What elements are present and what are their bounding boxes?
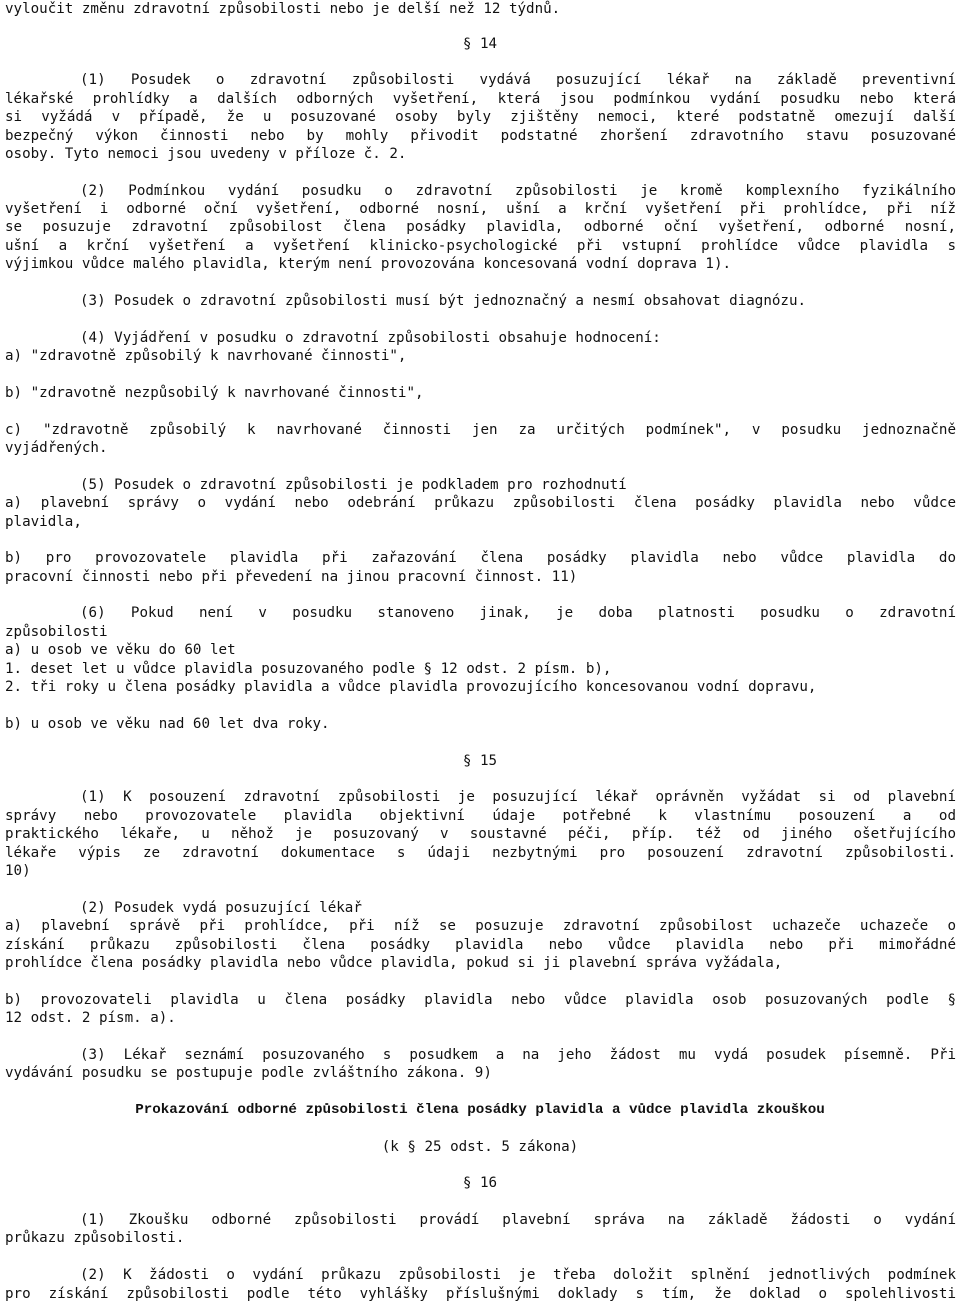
text-line: (6) Pokud není v posudku stanoveno jinak, je doba platnosti posudku o zdravotní (80, 605, 956, 621)
text-line: výjimkou vůdce malého plavidla, kterým není provozována koncesovaná vodní doprava 1). (5, 256, 732, 272)
paragraph-heading: § 15 (462, 753, 498, 769)
text-line: a) "zdravotně způsobilý k navrhované činnosti", (5, 348, 407, 364)
text-line: 10) (5, 863, 31, 879)
text-line: pracovní činnosti nebo při převedení na jinou pracovní činnost. 11) (5, 569, 578, 585)
text-line: (4) Vyjádření v posudku o zdravotní způsobilosti obsahuje hodnocení: (80, 330, 661, 346)
text-line: lékaře výpis ze zdravotní dokumentace s údaji nezbytnými pro posouzení zdravotní způsobilosti. (5, 845, 956, 861)
text-line: vyloučit změnu zdravotní způsobilosti nebo je delší než 12 týdnů. (5, 1, 561, 17)
text-line: (2) K žádosti o vydání průkazu způsobilosti je třeba doložit splnění jednotlivých podmínek (80, 1267, 956, 1283)
text-line: (2) Posudek vydá posuzující lékař (80, 900, 362, 916)
text-line: vyjádřených. (5, 440, 108, 456)
text-line: se posuzuje zdravotní způsobilost člena posádky plavidla, odborné oční vyšetření, odborné nosní, (5, 219, 956, 235)
text-line: (3) Posudek o zdravotní způsobilosti musí být jednoznačný a nesmí obsahovat diagnózu. (80, 293, 807, 309)
text-line: b) pro provozovatele plavidla při zařazování člena posádky plavidla nebo vůdce plavidla do (5, 550, 956, 566)
text-line: si vyžádá v případě, že u posuzované osoby byly zjištěny nemoci, které podstatně omezují další (5, 109, 956, 125)
text-line: 1. deset let u vůdce plavidla posuzovaného podle § 12 odst. 2 písm. b), (5, 661, 612, 677)
text-line: 2. tři roky u člena posádky plavidla a vůdce plavidla provozujícího koncesovanou vodní dopravu, (5, 679, 817, 695)
text-line: vyšetření i odborné oční vyšetření, odborné nosní, ušní a krční vyšetření při prohlídce, při níž (5, 201, 956, 217)
text-line: průkazu způsobilosti. (5, 1230, 185, 1246)
text-line: (3) Lékař seznámí posuzovaného s posudkem a na jeho žádost mu vydá posudek písemně. Při (80, 1047, 956, 1063)
text-line: c) "zdravotně způsobilý k navrhované činnosti jen za určitých podmínek", v posudku jednoznačně (5, 422, 956, 438)
text-line: správy nebo provozovatele plavidla objektivní údaje potřebné k vlastnímu posouzení a od (5, 808, 956, 824)
paragraph-heading: (k § 25 odst. 5 zákona) (381, 1139, 579, 1155)
text-line: (1) Zkoušku odborné způsobilosti provádí plavební správa na základě žádosti o vydání (80, 1212, 956, 1228)
text-line: vydávání posudku se postupuje podle zvláštního zákona. 9) (5, 1065, 492, 1081)
text-line: a) u osob ve věku do 60 let (5, 642, 236, 658)
text-line: (1) Posudek o zdravotní způsobilosti vydává posuzující lékař na základě preventivní (80, 72, 956, 88)
text-line: získání průkazu způsobilosti člena posádky plavidla nebo vůdce plavidla nebo při mimořádné (5, 937, 956, 953)
text-line: (1) K posouzení zdravotní způsobilosti je posuzující lékař oprávněn vyžádat si od plavební (80, 789, 956, 805)
paragraph-heading: § 14 (462, 36, 498, 52)
text-line: b) "zdravotně nezpůsobilý k navrhované činnosti", (5, 385, 424, 401)
section-heading: Prokazování odborné způsobilosti člena posádky plavidla a vůdce plavidla zkouškou (135, 1102, 825, 1118)
text-line: pro získání způsobilosti podle této vyhlášky příslušnými doklady s tím, že doklad o spolehlivosti (5, 1286, 956, 1302)
text-line: ušní a krční vyšetření a vyšetření klinicko-psychologické při vstupní prohlídce vůdce plavidla s (5, 238, 956, 254)
text-line: osoby. Tyto nemoci jsou uvedeny v příloze č. 2. (5, 146, 407, 162)
text-line: prohlídce člena posádky plavidla nebo vůdce plavidla, pokud si ji plavební správa vyžádala, (5, 955, 783, 971)
text-line: způsobilosti (5, 624, 108, 640)
text-line: a) plavební správě při prohlídce, při níž se posuzuje zdravotní způsobilost uchazeče uchazeče o (5, 918, 956, 934)
paragraph-heading: § 16 (462, 1175, 498, 1191)
text-line: (5) Posudek o zdravotní způsobilosti je podkladem pro rozhodnutí (80, 477, 627, 493)
text-line: b) u osob ve věku nad 60 let dva roky. (5, 716, 330, 732)
text-line: b) provozovateli plavidla u člena posádky plavidla nebo vůdce plavidla osob posuzovaných podle § (5, 992, 956, 1008)
text-line: lékařské prohlídky a dalších odborných vyšetření, která jsou podmínkou vydání posudku nebo která (5, 91, 956, 107)
text-line: (2) Podmínkou vydání posudku o zdravotní způsobilosti je kromě komplexního fyzikálního (80, 183, 956, 199)
text-line: bezpečný výkon činnosti nebo by mohly přivodit podstatné zhoršení zdravotního stavu posuzované (5, 128, 956, 144)
text-line: praktického lékaře, u něhož je posuzovaný v soustavné péči, příp. též od jiného ošetřujícího (5, 826, 956, 842)
text-line: plavidla, (5, 514, 82, 530)
text-line: a) plavební správy o vydání nebo odebrání průkazu způsobilosti člena posádky plavidla nebo vůdce (5, 495, 956, 511)
text-line: 12 odst. 2 písm. a). (5, 1010, 176, 1026)
